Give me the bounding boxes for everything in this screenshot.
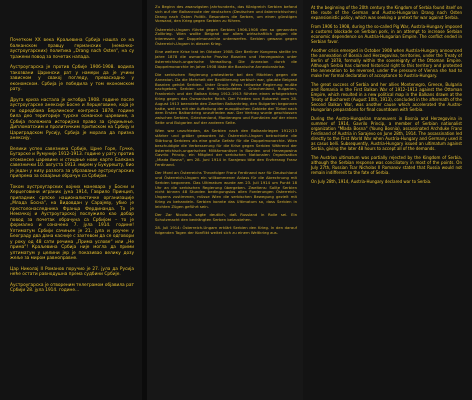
german-text-column	[147, 0, 303, 400]
english-paragraph: The great success of Serbia and her allies Montenegro, Greece, Bulgaria and Romania in the First Balkan War of 1912–1913 against the Ottoman Empire, which resulted in a new political map in the Balkans drawn at the Treaty of Bucharest (August 10th, 1913), concluded in the aftermath of the Second Balkan War, was another cause which accelerated the Austro-Hungarian preparations for final countdown with Serbia.	[311, 82, 462, 112]
serbian-text-column	[0, 0, 142, 400]
serbian-paragraph: Аустроугарска је против Србије 1906-1908. водила такозвани Царински рат у намери да је учини зависном у свакој погледу, превасходно у економском. Србија је победила у том економском рату.	[10, 65, 134, 92]
english-paragraph: Another crisis emerged in October 1908 when Austria-Hungary announced the annexation of Bosnia and Herzegovina, territories, under the Treaty of Berlin of 1878, formally within the sovereignty of the Ottoman Empire. Although Serbia has claimed historical right to this territory and protested the annexation to be reversed, under the pressure of Vienna she had to make her formal declaration of acceptance to Austria-Hungary.	[311, 48, 462, 78]
german-paragraph: Der Zar Nicolaus sagte deutlich, daß Russland in Rolle sei. Ein Schutzmacht den bedrängten Serben beizustehen.	[155, 212, 297, 222]
serbian-paragraph: Почетком XX века Краљевина Србија нашла се на балканском правцу германских (немачко-аустроугарских) политика „Drang nach Osten“, на су тражени повод за почетак напада.	[10, 38, 134, 60]
german-paragraph: Österreich-Ungarn führte gegen Serbien 1906-1908 den so genannten Zollkrieg. Wien wollte Belgrad vor allem wirtschaftlich gegen die Interessen der Doppelmonarchie unterwerfen. Serbien gewann gegen Österreich-Ungarn in diesem Krieg.	[155, 26, 297, 47]
english-paragraph: The Austrian ultimatum was partially rejected by the Kingdom of Serbia, although the Serbian response was conciliatory in most of the points. On July 27th, Russian Tsar Nicholas II Romanov stated that Russia would not remain indifferent to the fate of Serbia.	[311, 155, 462, 175]
english-text-column	[303, 0, 472, 400]
german-paragraph: Wien war unzufrieden, da Serbien nach den Balkankriegen 1912/13 stärker und größer geworden ist. Österreich-Ungarn betrachtete die Stärkung Serbiens als eine große Gefahr für die Doppelmonarchie. Wien beschuldigte die Verbesserung für die Krise gegen Serbien Während der österreichisch-ungarischen Militärmanöver in Bosnien und Herzegowina Gavrilo Princip, ein Mitglied der serbischen Nationalen Organisation „Mlada Bosna“, am 28. Juni 1914 in Sarajewo töte den Erzherzog Franz Ferdinand.	[155, 128, 297, 167]
german-paragraph: Zu Beginn des zwanzigsten Jahrhunderts, das Königreich Serbien befand sich auf der Balkanroute der deutschen (Deutschen und österreichischen) Drang nach Osten Politik. Besonders die Serben, um einen günstigen Vorwand, den Krieg gegen Serbien zu führen.	[155, 4, 297, 24]
german-paragraph: Die serbischen Regierung protestierte bei den Mächten gegen die Annexion. Da die Mehrheit der Bevölkerung serbisch war, glaubte Belgrad Bosnien gehört Serbien. Unter Druck Wiens teilweise Regierung mußte nachgeben. Serbien und ihre Verbündeten – Griechenland, Bulgarien, Frankreich und der Balkan Krieg 1912-1913 führten einen erfolgreichen Krieg gegen das Osmanische Reich. Der Frieden von Bukarest vom 28. August 1913 beendete den Zweiten Balkankrieg, den Bulgarien begonnen hatte, weil es mit der Aufteilung der europäischen Gebiete der Türkei nach dem Ersten Balkankrieg unzufrieden war. Der Vertrag wurde geschlossen zwischen Serbien, Griechenland, Montenegro und Rumänien auf der einen Seite und Bulgarien auf der anderen Seite.	[155, 72, 297, 126]
english-paragraph: From 1906 to 1908, during the so-called Pig War, Austria-Hungary imposed a customs blockade on Serbian pork, in an attempt to increase Serbian economic dependence on Austria-Hungarian Empire. The conflict ended in Serbian favor.	[311, 24, 462, 44]
german-paragraph: Eine weitere Krise trat im Oktober 1908. Der Berliner Kongress stellte im Jahre 1878 die osmanische Provinz Bosnien und Herzegowina unter österreichisch-ungarische Verwaltung. Die Annexion durch die Doppelmonarchie im Jahre 1908 löste die Bosnische Annexionskrise.	[155, 49, 297, 69]
english-paragraph: At the beginning of the 20th century the Kingdom of Serbia found itself on the route of the German and Austro-Hungarian Drang nach Osten expansionistic policy, which was seeking a pretext for war against Serbia.	[311, 5, 462, 20]
german-paragraph: Der Mord an Österreichs Thronfolger Franz Ferdinand war für Deutschland und Österreich-Ungarn ein willkommener Anlass für die Abrechnung mit Serbien begonnen. Das Ultimatum wurde am 23. Juli 1914 um Punkt 18 Uhr an die serbischen Regierung übergeben. Zweitens: Sollte Serbien nicht binnen 48 Stunden bedingungslos allen Forderungen Österreich-Ungarns zustimmen, müsse Wien die serbischen Bewegung gezielt mit Krieg zu behandeln. Serbien konnte das Ultimatum so, dass Serbien in leichten Zügen geführt sein.	[155, 170, 297, 209]
german-paragraph: 28. Juli 1914: Österreich-Ungarn erklärt Serbien den Krieg. In den darauf folgenden Tagen der Konflikt weitet sich zu einem Weltkrieg aus.	[155, 225, 297, 235]
serbian-paragraph: Цар Николај II Романов поручио је 27. јула да Русија неће остати равнодушна према судбини Србије.	[10, 266, 134, 277]
serbian-paragraph: Током аустроугарских војних маневара у Босни и Херцеговини играних јуна 1914, Гаврило Принцип, припадник српске националистичке организације „Млада Босна“, на Видовдан у Сарајеву, убио је престолонаследника Франца Фердинанда. То је Немачкој и Аустроугарској послужило као добар повод за почетак обрачуна са Србијом – то је формално и означено 7. јула 1914. године! Ултиматум Србији сачињен је 21. јула и уручен у Београду два дана касније с захтевом да се одговори у року од 48 сати речима „Прима условe“ или „Не прима“! Краљевина Србија није могла да прими ултиматум у целини јер је показивао велику дозу жеље за миром равноправне.	[10, 184, 134, 261]
serbian-paragraph: Аустроугарска је отвореним телеграмом објавила рат Србији 28. јула 1914. године...	[10, 282, 134, 293]
serbian-paragraph: Друга криза настала је октобра 1908. године после аустроугарске анексије Босне и Херцеговине, која је по одредбама Берлинског конгреса 1878. године била део територије турске османске царевине, а Србија положила историјско право за сједињење. Дипломатским и пролитичким притиском на Србију и Цариградском Русију, Србија је морала да призна анексију.	[10, 97, 134, 141]
serbian-paragraph: Велики успех савезника Србије, Црне Горе, Грчке, Бугарске и Румуније 1912-1913. године у рату против отоманске царевине и стицање нове карте Балкана савезнички 10. августа 1913. мирем у Букурешту, био је један у низу разлога за убрзавање аустроугарских припрема за освајање обрачун са Србијом.	[10, 146, 134, 179]
english-paragraph: During the Austro-Hungarian maneuvers in Bosnia and Herzegovina in summer of 1914, Gavrilo Princip, a member of Serbian nationalist organization "Mlada Bosna" (Young Bosnia), assassinated Archduke Franz Ferdinand of Austria in Sarajevo on June 28th, 1914. The assassination led directly to the First World War when Austria-Hungary and Germany used it as casus belli. Subsequently, Austria-Hungary issued an ultimatum against Serbia, giving the later 48 hours to accept all of the demands.	[311, 116, 462, 151]
english-paragraph: On July 28th, 1914, Austria-Hungary declared war to Serbia.	[311, 179, 432, 184]
